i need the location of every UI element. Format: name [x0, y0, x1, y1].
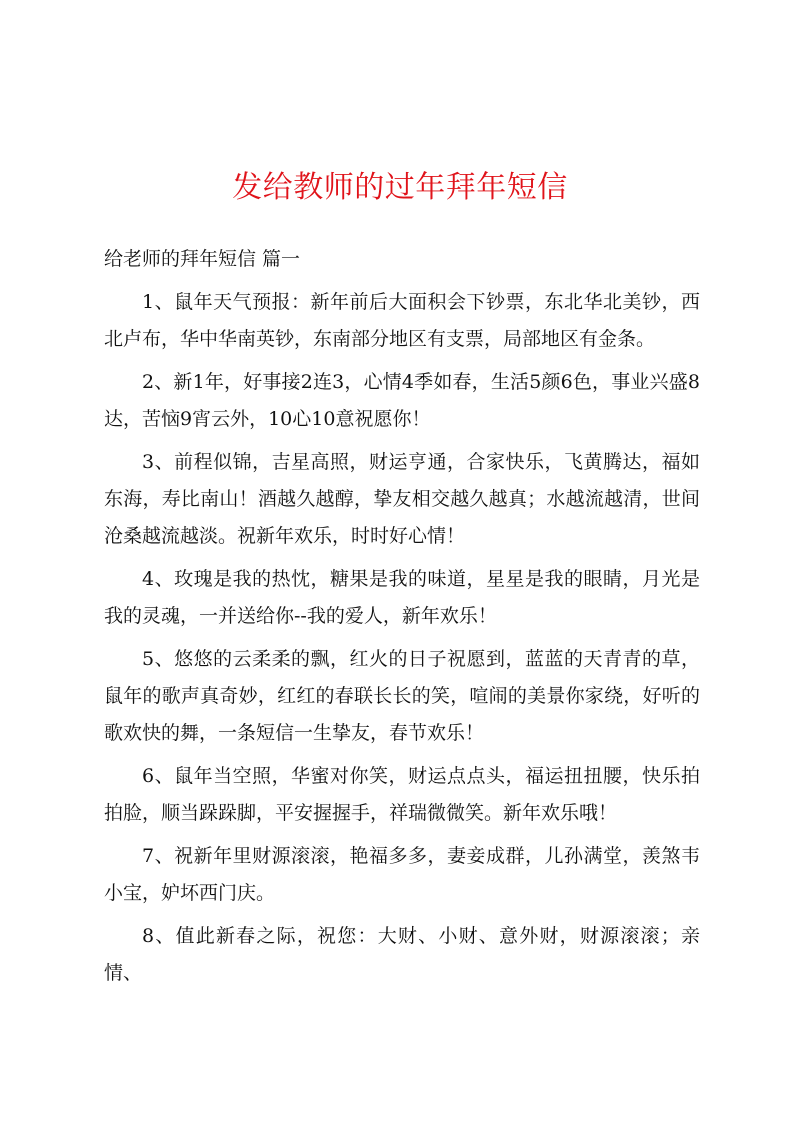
- paragraph-2: 2、新1年，好事接2连3，心情4季如春，生活5颜6色，事业兴盛8达，苦恼9宵云外，10心10意祝愿你！: [104, 371, 700, 430]
- document-body: [104, 241, 700, 998]
- paragraph-6: 6、鼠年当空照，华蜜对你笑，财运点点头，福运扭扭腰，快乐拍拍脸，顺当跺跺脚，平安握握手，祥瑞微微笑。新年欢乐哦！: [104, 765, 700, 824]
- paragraph-4: 4、玫瑰是我的热忱，糖果是我的味道，星星是我的眼睛，月光是我的灵魂，一并送给你--我的爱人，新年欢乐！: [104, 568, 700, 627]
- paragraph-5: 5、悠悠的云柔柔的飘，红火的日子祝愿到，蓝蓝的天青青的草，鼠年的歌声真奇妙，红红的春联长长的笑，喧闹的美景你家绕，好听的歌欢快的舞，一条短信一生挚友，春节欢乐！: [104, 648, 700, 744]
- document-title: 发给教师的过年拜年短信: [232, 170, 568, 205]
- paragraph-8: 8、值此新春之际，祝您：大财、小财、意外财，财源滚滚；亲情、: [104, 925, 700, 984]
- section-subtitle: 给老师的拜年短信 篇一: [104, 248, 301, 270]
- paragraph-3: 3、前程似锦，吉星高照，财运亨通，合家快乐，飞黄腾达，福如东海，寿比南山！酒越久越醇，挚友相交越久越真；水越流越清，世间沧桑越流越淡。祝新年欢乐，时时好心情！: [104, 451, 700, 547]
- paragraph-7: 7、祝新年里财源滚滚，艳福多多，妻妾成群，儿孙满堂，羡煞韦小宝，妒坏西门庆。: [104, 845, 700, 904]
- paragraph-1: 1、鼠年天气预报：新年前后大面积会下钞票，东北华北美钞，西北卢布，华中华南英钞，东南部分地区有支票，局部地区有金条。: [104, 291, 700, 350]
